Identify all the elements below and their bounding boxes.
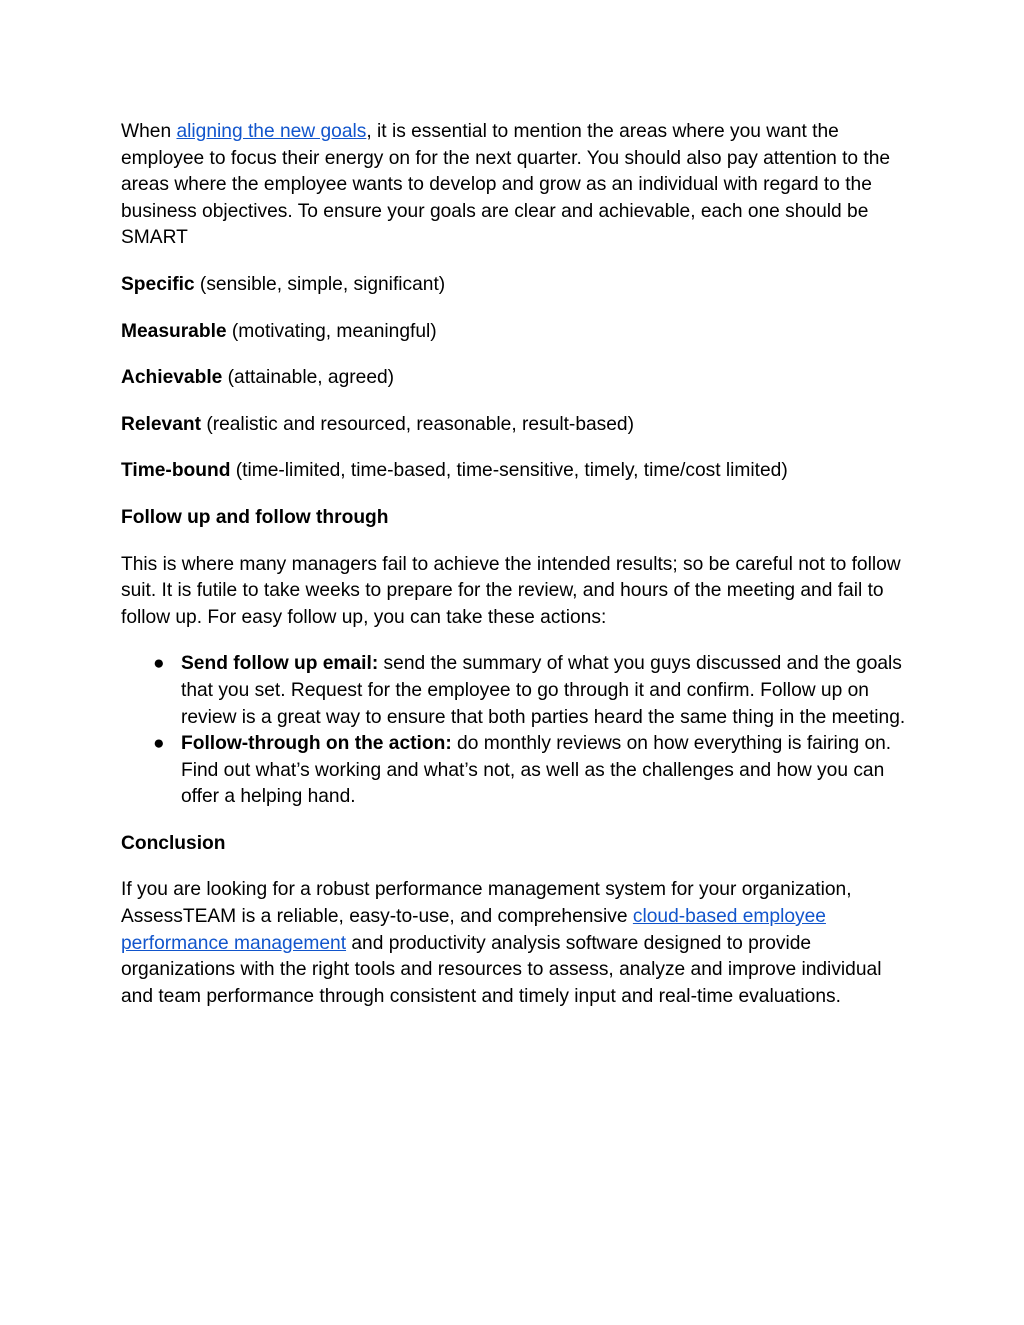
performance-management-link[interactable]: cloud-based employee performance management: [121, 906, 826, 954]
conclusion-text-end: and productivity analysis software designed to provide organizations with the right tools and resources to assess, analyze and improve individual and team performance through consistent and timely input and real-time evaluations.: [121, 932, 882, 1007]
bullet-lead: Follow-through on the action:: [181, 733, 452, 755]
smart-term: Relevant: [121, 413, 201, 435]
list-item: [121, 651, 911, 731]
bullet-icon: ●: [153, 653, 165, 675]
smart-term: Achievable: [121, 367, 223, 389]
smart-item-measurable: [121, 319, 911, 346]
list-item: [121, 731, 911, 811]
smart-desc: (time-limited, time-based, time-sensitive, timely, time/cost limited): [230, 460, 788, 482]
followup-list: [121, 651, 911, 811]
smart-item-relevant: [121, 412, 911, 439]
bullet-icon: ●: [153, 733, 165, 755]
smart-desc: (sensible, simple, significant): [194, 273, 446, 295]
bullet-text: send the summary of what you guys discussed and the goals that you set. Request for the employee to go through it and confirm. Follow up on review is a great way to ensure that both parties heard the same thing in the meeting.: [181, 653, 906, 728]
smart-term: Time-bound: [121, 460, 231, 482]
smart-item-achievable: [121, 365, 911, 392]
smart-desc: (attainable, agreed): [222, 367, 395, 389]
intro-text-start: When: [121, 121, 177, 142]
smart-term: Specific: [121, 273, 195, 295]
smart-item-specific: [121, 272, 911, 299]
followup-paragraph: This is where many managers fail to achieve the intended results; so be careful not to follow suit. It is futile to take weeks to prepare for the review, and hours of the meeting and fail to follow up. For easy follow up, you can take these actions:: [121, 553, 901, 628]
conclusion-paragraph: [121, 877, 911, 1010]
document-page: [121, 119, 911, 1030]
smart-item-time-bound: [121, 458, 911, 485]
followup-heading: [121, 505, 911, 532]
conclusion-heading-text: Conclusion: [121, 832, 226, 854]
aligning-goals-link[interactable]: aligning the new goals: [176, 121, 367, 142]
conclusion-text-start: If you are looking for a robust performance management system for your organization, AssessTEAM is a reliable, easy-to-use, and comprehensive: [121, 879, 852, 928]
followup-heading-text: Follow up and follow through: [121, 506, 389, 528]
smart-desc: (realistic and resourced, reasonable, result-based): [200, 413, 634, 435]
intro-text-end: , it is essential to mention the areas where you want the employee to focus their energy on for the next quarter. You should also pay attention to the areas where the employee wants to develop and grow as an individual with regard to the business objectives. To ensure your goals are clear and achievable, each one should be SMART: [121, 121, 891, 249]
bullet-lead: Send follow up email:: [181, 653, 379, 675]
bullet-text: do monthly reviews on how everything is fairing on. Find out what’s working and what’s not, as well as the challenges and how you can offer a helping hand.: [181, 733, 892, 808]
conclusion-heading: [121, 831, 911, 858]
smart-term: Measurable: [121, 320, 227, 342]
intro-paragraph: [121, 119, 911, 252]
smart-desc: (motivating, meaningful): [226, 320, 437, 342]
